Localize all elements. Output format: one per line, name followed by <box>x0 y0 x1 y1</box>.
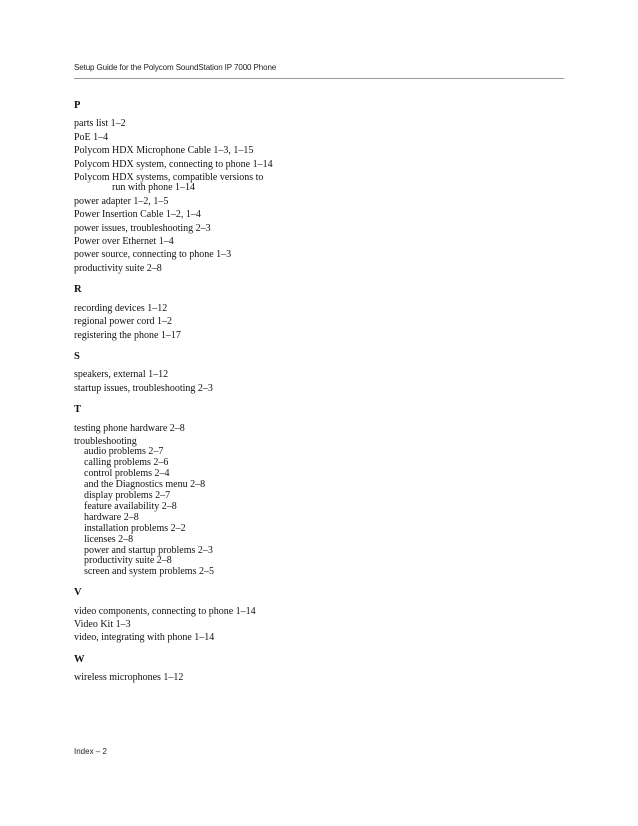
index-entry-continuation: run with phone 1–14 <box>112 182 196 194</box>
index-entry: testing phone hardware 2–8 <box>74 422 185 434</box>
index-entry: wireless microphones 1–12 <box>74 672 184 684</box>
index-entry: startup issues, troubleshooting 2–3 <box>74 382 213 394</box>
index-subentry: screen and system problems 2–5 <box>84 566 214 578</box>
index-entry: productivity suite 2–8 <box>74 262 162 274</box>
section-letter: P <box>74 100 81 111</box>
index-entry: Power over Ethernet 1–4 <box>74 236 174 248</box>
index-entry: troubleshooting <box>74 435 137 447</box>
index-subentry: control problems 2–4 <box>84 468 170 480</box>
index-entry: Polycom HDX Microphone Cable 1–3, 1–15 <box>74 145 254 157</box>
section-letter: V <box>74 587 82 599</box>
index-entry: speakers, external 1–12 <box>74 369 169 381</box>
index-subentry: productivity suite 2–8 <box>84 555 172 567</box>
index-entry: registering the phone 1–17 <box>74 329 181 341</box>
index-subentry: installation problems 2–2 <box>84 522 186 534</box>
index-body <box>74 99 554 693</box>
index-entry: parts list 1–2 <box>74 118 126 130</box>
index-entry: video, integrating with phone 1–14 <box>74 632 215 644</box>
running-header: Setup Guide for the Polycom SoundStation IP 7000 Phone <box>74 63 277 72</box>
section-letter: S <box>74 350 80 362</box>
index-section-v <box>74 586 554 645</box>
index-section-w <box>74 653 554 685</box>
index-entry: Power Insertion Cable 1–2, 1–4 <box>74 209 201 221</box>
index-subentry: and the Diagnostics menu 2–8 <box>84 479 206 491</box>
section-letter: T <box>74 404 82 416</box>
section-letter: R <box>74 284 82 296</box>
index-entry: Video Kit 1–3 <box>74 619 131 631</box>
index-section-r <box>74 283 554 342</box>
index-subentry: power and startup problems 2–3 <box>84 544 213 556</box>
index-entry: power adapter 1–2, 1–5 <box>74 195 169 207</box>
index-subentry: hardware 2–8 <box>84 511 139 523</box>
index-section-s <box>74 350 554 395</box>
index-subentry: calling problems 2–6 <box>84 457 169 469</box>
index-entry: power source, connecting to phone 1–3 <box>74 249 232 261</box>
index-subentry: licenses 2–8 <box>84 533 134 545</box>
index-entry: regional power cord 1–2 <box>74 316 173 328</box>
page-footer: Index – 2 <box>74 747 107 756</box>
index-entry: PoE 1–4 <box>74 131 109 143</box>
index-subentry: audio problems 2–7 <box>84 446 164 458</box>
index-subentries <box>74 447 554 578</box>
index-section-p <box>74 99 554 275</box>
index-entry: power issues, troubleshooting 2–3 <box>74 222 211 234</box>
index-section-t <box>74 403 554 578</box>
index-entry: Polycom HDX system, connecting to phone 1–14 <box>74 158 273 170</box>
section-letter: W <box>74 653 85 665</box>
index-entry: recording devices 1–12 <box>74 302 168 314</box>
index-subentry: display problems 2–7 <box>84 489 171 501</box>
index-entry: video components, connecting to phone 1–14 <box>74 605 256 617</box>
index-subentry: feature availability 2–8 <box>84 500 177 512</box>
index-entry: Polycom HDX systems, compatible versions to <box>74 172 264 184</box>
header-divider <box>74 78 564 79</box>
